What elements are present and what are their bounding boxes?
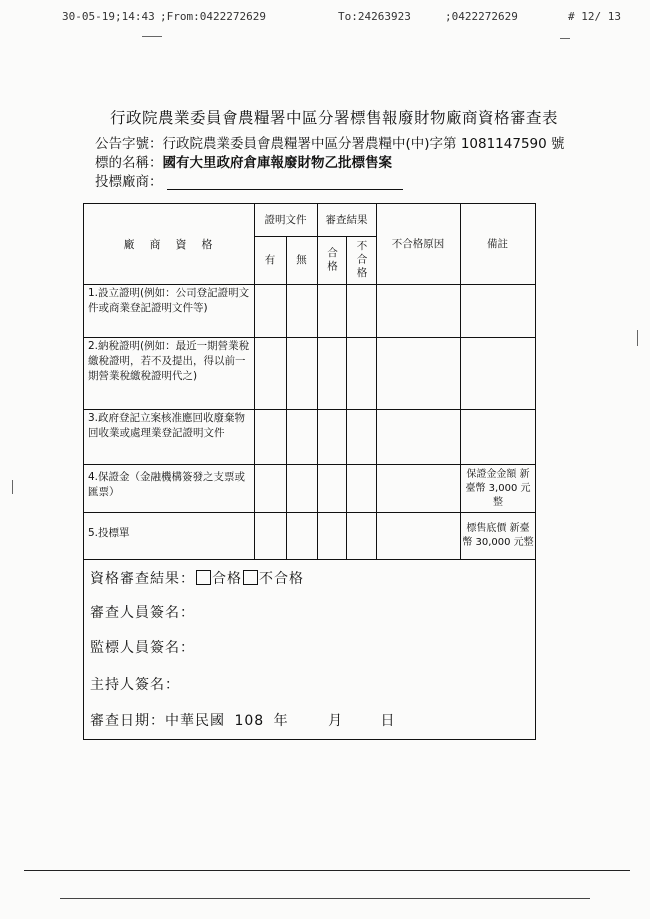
header-note: 備註 bbox=[487, 237, 508, 250]
notice-line bbox=[95, 132, 565, 152]
result-fail-label: 不合格 bbox=[259, 571, 304, 587]
scan-mark bbox=[142, 36, 162, 37]
table-row-qualification: 4.保證金（金融機構簽發之支票或匯票） bbox=[88, 471, 246, 498]
bottom-rule bbox=[24, 870, 630, 871]
bidder-label: 投標廠商： bbox=[95, 174, 163, 190]
qualification-table bbox=[83, 203, 536, 740]
table-row-qualification: 3.政府登記立案核准應回收廢棄物回收業或處理業登記證明文件 bbox=[88, 412, 246, 439]
review-date bbox=[90, 710, 396, 730]
table-row-qualification: 2.納稅證明(例如：最近一期營業稅繳稅證明，若不及提出，得以前一期營業稅繳稅證明代之) bbox=[88, 340, 250, 382]
result-line bbox=[90, 568, 304, 588]
date-label: 審查日期：中華民國 bbox=[90, 713, 225, 729]
date-year-unit: 年 bbox=[273, 713, 289, 729]
notice-label: 公告字號： bbox=[95, 136, 163, 152]
fax-phone: ;0422272629 bbox=[445, 10, 518, 23]
scan-mark bbox=[12, 480, 13, 494]
bidder-field[interactable] bbox=[167, 177, 403, 190]
header-pass: 合格 bbox=[326, 246, 338, 274]
form-title: 行政院農業委員會農糧署中區分署標售報廢財物廠商資格審查表 bbox=[110, 109, 559, 127]
date-year: 108 bbox=[234, 713, 265, 729]
reviewer-signature: 審查人員簽名： bbox=[90, 605, 195, 621]
header-have: 有 bbox=[264, 253, 276, 266]
result-pass-label: 合格 bbox=[212, 571, 242, 587]
header-documents: 證明文件 bbox=[264, 213, 307, 226]
bidder-line bbox=[95, 170, 403, 190]
supervisor-signature: 監標人員簽名： bbox=[90, 640, 195, 656]
scan-mark bbox=[637, 330, 638, 346]
table-row-qualification: 1.設立證明(例如：公司登記證明文件或商業登記證明文件等) bbox=[88, 287, 250, 314]
header-fail: 不合格 bbox=[355, 239, 368, 281]
fax-from: ;From:0422272629 bbox=[160, 10, 266, 23]
fail-checkbox[interactable] bbox=[243, 570, 258, 585]
header-fail-reason: 不合格原因 bbox=[391, 237, 445, 250]
subject-label: 標的名稱： bbox=[95, 155, 163, 171]
subject-line bbox=[95, 151, 392, 171]
header-review-result: 審查結果 bbox=[325, 213, 368, 226]
header-qualification: 廠 商 資 格 bbox=[123, 237, 215, 251]
result-label: 資格審查結果： bbox=[90, 571, 195, 587]
subject-value: 國有大里政府倉庫報廢財物乙批標售案 bbox=[162, 155, 392, 171]
pass-checkbox[interactable] bbox=[196, 570, 211, 585]
host-signature: 主持人簽名： bbox=[90, 677, 180, 693]
fax-to: To:24263923 bbox=[338, 10, 411, 23]
notice-value: 行政院農業委員會農糧署中區分署農糧中(中)字第 1081147590 號 bbox=[162, 136, 565, 152]
scan-mark bbox=[560, 38, 570, 39]
deposit-note: 保證金金額 新臺幣 3,000 元整 bbox=[465, 469, 531, 508]
table-row-qualification: 5.投標單 bbox=[88, 527, 130, 539]
date-month-unit: 月 bbox=[328, 713, 344, 729]
reserve-price-note: 標售底價 新臺幣 30,000 元整 bbox=[462, 523, 534, 548]
header-none: 無 bbox=[296, 253, 307, 266]
bottom-rule bbox=[60, 898, 590, 899]
date-day-unit: 日 bbox=[380, 713, 396, 729]
fax-date: 30-05-19;14:43 bbox=[62, 10, 155, 23]
fax-page: # 12/ 13 bbox=[568, 10, 621, 23]
